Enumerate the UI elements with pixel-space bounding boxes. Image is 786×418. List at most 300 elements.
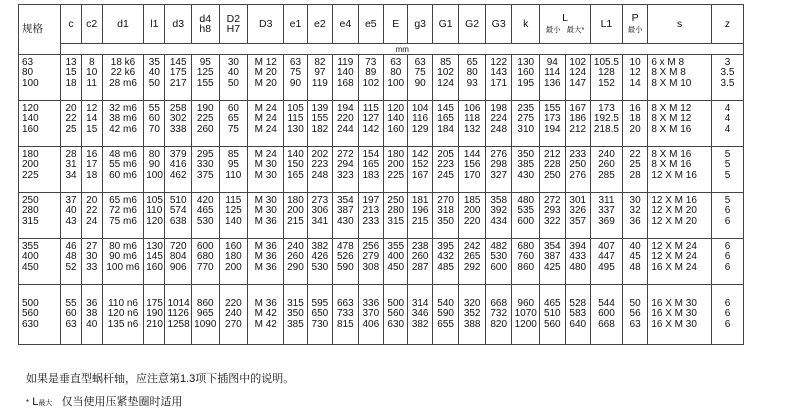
cell-value: 30 (629, 195, 641, 206)
cell-Lmax (565, 101, 590, 147)
cell-G3 (485, 55, 512, 101)
cell-value: 447 (598, 251, 615, 263)
cell-value: 35 (148, 57, 160, 68)
cell-value: 4 (724, 123, 731, 135)
cell-Lmin (540, 285, 565, 345)
cell-value: 337 (598, 205, 615, 217)
cell-value: 100 (22, 77, 39, 89)
cell-value: 238 (411, 241, 429, 252)
cell-value: 160 (387, 123, 405, 135)
cell-value: 425 (543, 261, 561, 273)
cell-value: 250 (569, 159, 587, 171)
cell-value: 225 (22, 169, 39, 181)
cell-value: 43 (65, 215, 77, 227)
cell-value: 34 (65, 169, 77, 181)
cell-value: 28 m6 (109, 77, 137, 89)
cell-e2 (307, 147, 332, 193)
cell-value: 50 (148, 77, 160, 89)
cell-d3 (165, 101, 192, 147)
cell-spec (19, 193, 61, 239)
cell-value: 80 (390, 67, 402, 79)
cell-k (512, 239, 540, 285)
footnote-lmax: * L最大 仅当使用压紧垫圈时适用 (26, 396, 183, 408)
cell-e1 (284, 193, 307, 239)
cell-value: 392 (490, 205, 508, 217)
cell-value: 8 X M 16 (651, 123, 692, 135)
cell-value: 52 (65, 261, 77, 273)
cell-value: 240 (598, 149, 615, 160)
cell-value: 160 (517, 67, 535, 79)
cell-value: 128 (598, 67, 615, 79)
cell-value: 213 (362, 205, 380, 217)
cell-g3 (408, 239, 432, 285)
cell-value: 906 (169, 261, 187, 273)
cell-value: M 36 (254, 297, 277, 309)
header-D3: D3 (248, 5, 284, 44)
cell-value: 22 (629, 149, 641, 160)
cell-E (384, 285, 408, 345)
cell-value: 318 (437, 205, 454, 217)
cell-L1 (591, 55, 623, 101)
cell-value: 72 m6 (109, 205, 137, 217)
cell-D2 (219, 285, 248, 345)
cell-value: 432 (437, 251, 454, 263)
cell-value: 130 (287, 123, 304, 135)
cell-value: 385 (287, 318, 304, 330)
cell-value: 12 X M 16 (651, 195, 697, 206)
cell-value: 960 (517, 297, 535, 309)
cell-z (712, 101, 744, 147)
cell-value: M 36 (254, 215, 277, 227)
cell-value: 171 (490, 77, 508, 89)
cell-l1 (144, 193, 165, 239)
cell-c (61, 285, 81, 345)
header-G1: G1 (432, 5, 459, 44)
cell-G3 (485, 285, 512, 345)
cell-k (512, 193, 540, 239)
cell-value: 308 (362, 261, 380, 273)
cell-value: M 30 (254, 169, 277, 181)
cell-value: 530 (196, 215, 214, 227)
cell-value: 20 (86, 195, 98, 206)
cell-value: 110 (146, 205, 163, 217)
cell-value: 36 (86, 297, 98, 309)
cell-value: 12 (629, 67, 641, 79)
cell-value: 6 x M 8 (651, 57, 685, 68)
cell-value: M 20 (254, 77, 277, 89)
cell-value: 387 (543, 251, 561, 263)
cell-value: 260 (411, 251, 429, 263)
cell-e2 (307, 55, 332, 101)
cell-value: 450 (387, 261, 405, 273)
cell-value: 350 (437, 215, 454, 227)
cell-value: 233 (362, 215, 380, 227)
cell-e1 (284, 147, 307, 193)
cell-value: 225 (196, 113, 214, 125)
cell-c2 (81, 101, 102, 147)
cell-c2 (81, 239, 102, 285)
cell-value: 320 (463, 297, 481, 309)
cell-value: 180 (287, 195, 304, 206)
cell-value: 173 (543, 113, 561, 125)
table-row (19, 193, 744, 239)
cell-D3 (248, 285, 284, 345)
cell-value: 60 (65, 308, 77, 320)
cell-value: 820 (490, 318, 508, 330)
dimension-table-container (18, 4, 744, 345)
cell-value: 130 (146, 241, 163, 252)
cell-e2 (307, 193, 332, 239)
cell-value: 168 (337, 77, 354, 89)
cell-value: 346 (411, 308, 429, 320)
cell-value: 165 (287, 169, 304, 181)
cell-value: 80 (22, 67, 34, 79)
cell-value: 186 (569, 113, 587, 125)
cell-value: 379 (169, 149, 187, 160)
cell-e5 (358, 285, 383, 345)
cell-value: 388 (463, 318, 481, 330)
header-L: L 最小 最大* (540, 5, 591, 44)
cell-value: 369 (598, 215, 615, 227)
cell-value: 13 (65, 57, 77, 68)
cell-value: 655 (437, 318, 454, 330)
cell-value: 104 (411, 103, 429, 114)
cell-value: 110 n6 (108, 297, 138, 309)
cell-value: 100 (146, 169, 163, 181)
cell-value: 663 (337, 297, 354, 309)
cell-value: 60 (148, 113, 160, 125)
cell-value: 560 (387, 308, 405, 320)
cell-s (648, 285, 712, 345)
cell-value: 30 (86, 251, 98, 263)
cell-value: 197 (362, 195, 380, 206)
cell-value: 804 (169, 251, 187, 263)
cell-value: M 42 (254, 318, 277, 330)
cell-value: 10 (86, 67, 98, 79)
cell-Lmax (565, 55, 590, 101)
cell-value: 720 (169, 241, 187, 252)
cell-value: 6 (724, 251, 731, 263)
cell-value: 130 (517, 57, 535, 68)
cell-value: 270 (437, 195, 454, 206)
cell-value: M 24 (254, 103, 277, 114)
cell-value: 3.5 (720, 67, 735, 79)
cell-value: 22 (65, 113, 77, 125)
cell-e4 (333, 239, 358, 285)
cell-value: 560 (543, 318, 561, 330)
cell-value: 165 (362, 159, 380, 171)
cell-value: 215 (411, 215, 429, 227)
cell-value: 132 (463, 123, 481, 135)
cell-value: 124 (437, 77, 454, 89)
cell-value: 147 (569, 77, 587, 89)
table-row (19, 147, 744, 193)
cell-value: 80 m6 (109, 241, 137, 252)
cell-value: 248 (490, 123, 508, 135)
cell-value: 426 (311, 251, 329, 263)
cell-value: M 20 (254, 67, 277, 79)
cell-value: 42 m6 (109, 123, 137, 135)
cell-value: 350 (517, 149, 535, 160)
cell-value: 60 (227, 103, 239, 114)
cell-P (622, 193, 647, 239)
cell-value: 3.5 (720, 77, 735, 89)
footnotes (26, 368, 294, 414)
cell-value: 341 (311, 215, 329, 227)
cell-value: 32 m6 (109, 103, 137, 114)
cell-value: 732 (490, 308, 508, 320)
cell-value: 139 (311, 103, 329, 114)
cell-value: 165 (437, 113, 454, 125)
header-L1: L1 (591, 5, 623, 44)
cell-value: 6 (724, 261, 731, 273)
cell-value: 526 (337, 251, 354, 263)
cell-value: 80 (466, 67, 478, 79)
header-l1: l1 (144, 5, 165, 44)
cell-d4 (191, 55, 219, 101)
cell-value: 25 (65, 123, 77, 135)
cell-value: 276 (569, 169, 587, 181)
cell-value: M 24 (254, 113, 277, 125)
cell-g3 (408, 101, 432, 147)
cell-value: 135 n6 (107, 318, 139, 330)
cell-value: 140 (22, 113, 39, 125)
cell-value: 280 (22, 205, 39, 217)
cell-D2 (219, 147, 248, 193)
cell-value: 120 (146, 215, 163, 227)
header-spec: 规格 (19, 5, 61, 55)
cell-value: 80 (148, 149, 160, 160)
cell-d3 (165, 239, 192, 285)
cell-value: 8 (88, 57, 95, 68)
cell-Lmin (540, 55, 565, 101)
cell-value: 357 (569, 215, 587, 227)
cell-value: 215 (287, 215, 304, 227)
cell-value: 150 (287, 159, 304, 171)
cell-value: M 36 (254, 241, 277, 252)
cell-value: M 24 (254, 123, 277, 135)
cell-value: 46 (65, 241, 77, 252)
cell-s (648, 101, 712, 147)
header-c2: c2 (81, 5, 102, 44)
cell-value: 544 (598, 297, 615, 309)
cell-value: 276 (490, 149, 508, 160)
cell-value: 5 (724, 195, 731, 206)
cell-value: 55 (65, 297, 77, 309)
cell-value: 155 (196, 77, 214, 89)
cell-value: 73 (365, 57, 377, 68)
cell-e4 (333, 101, 358, 147)
cell-value: 63 (390, 57, 402, 68)
cell-value: 482 (490, 241, 508, 252)
cell-value: 114 (544, 67, 561, 79)
cell-value: 75 (289, 67, 302, 79)
cell-value: 196 (411, 205, 429, 217)
header-P: P 最小 (622, 5, 647, 44)
cell-value: 323 (337, 169, 354, 181)
cell-value: 55 m6 (109, 159, 137, 171)
cell-d3 (165, 285, 192, 345)
cell-D3 (248, 147, 284, 193)
cell-value: 182 (311, 123, 329, 135)
cell-value: 16 (86, 149, 98, 160)
cell-value: 295 (196, 149, 214, 160)
table-row (19, 55, 744, 101)
cell-value: 770 (196, 261, 214, 273)
table-row (19, 285, 744, 345)
cell-value: 140 (337, 67, 354, 79)
cell-value: 212 (569, 123, 587, 135)
cell-k (512, 147, 540, 193)
cell-value: 382 (311, 241, 329, 252)
cell-value: 140 (287, 149, 304, 160)
cell-e5 (358, 55, 383, 101)
cell-c (61, 193, 81, 239)
cell-value: 173 (598, 103, 615, 114)
cell-g3 (408, 55, 432, 101)
header-z: z (712, 5, 744, 44)
cell-value: 240 (225, 308, 242, 320)
cell-value: 65 (227, 113, 239, 125)
cell-value: 63 (289, 57, 302, 68)
cell-d4 (191, 285, 219, 345)
cell-value: 225 (387, 169, 405, 181)
cell-value: 65 (466, 57, 478, 68)
cell-value: 210 (146, 318, 163, 330)
cell-value: 200 (463, 205, 481, 217)
cell-value: 38 m6 (109, 113, 137, 125)
cell-g3 (408, 285, 432, 345)
cell-value: 129 (411, 123, 429, 135)
cell-value: 280 (387, 205, 405, 217)
cell-d1 (102, 239, 143, 285)
cell-d1 (102, 147, 143, 193)
unit-row (19, 44, 744, 55)
cell-value: 355 (22, 241, 39, 252)
cell-value: 6 (724, 205, 731, 217)
cell-value: 260 (196, 123, 214, 135)
cell-c2 (81, 285, 102, 345)
header-d3: d3 (165, 5, 192, 44)
cell-value: 485 (437, 261, 454, 273)
cell-spec (19, 285, 61, 345)
cell-k (512, 101, 540, 147)
cell-value: 118 (464, 113, 481, 125)
cell-value: 17 (86, 159, 98, 171)
cell-value: 180 (22, 149, 39, 160)
cell-value: 244 (337, 123, 354, 135)
cell-value: 860 (517, 261, 535, 273)
cell-value: 640 (569, 318, 587, 330)
cell-Lmax (565, 239, 590, 285)
cell-value: 110 (225, 169, 242, 181)
cell-value: 326 (569, 205, 587, 217)
cell-value: 90 (289, 77, 302, 89)
cell-value: 223 (437, 159, 454, 171)
cell-value: 420 (196, 195, 214, 206)
cell-G1 (432, 239, 459, 285)
cell-s (648, 193, 712, 239)
cell-value: 245 (437, 169, 454, 181)
cell-value: 6 (724, 297, 731, 309)
cell-value: 272 (337, 149, 354, 160)
cell-value: 574 (169, 205, 187, 217)
cell-value: 37 (65, 195, 77, 206)
cell-value: 194 (543, 123, 561, 135)
cell-value: 14 (629, 77, 641, 89)
cell-c (61, 239, 81, 285)
header-e5: e5 (358, 5, 383, 44)
cell-value: 16 X M 24 (651, 261, 697, 273)
cell-value: 630 (22, 318, 39, 330)
cell-spec (19, 147, 61, 193)
cell-value: 287 (411, 261, 429, 273)
cell-L1 (591, 193, 623, 239)
cell-value: 28 (629, 169, 641, 181)
cell-value: 140 (225, 215, 242, 227)
cell-value: 15 (65, 67, 77, 79)
header-g3: g3 (408, 5, 432, 44)
cell-value: 480 (569, 261, 587, 273)
cell-l1 (144, 55, 165, 101)
cell-value: 400 (387, 251, 405, 263)
cell-value: 115 (287, 113, 304, 125)
cell-L1 (591, 101, 623, 147)
cell-value: 434 (490, 215, 508, 227)
cell-value: 668 (598, 318, 615, 330)
cell-value: 12 X M 24 (651, 241, 697, 252)
cell-E (384, 147, 408, 193)
cell-value: 36 (629, 215, 641, 227)
cell-value: 3 (724, 57, 731, 68)
header-d1: d1 (102, 5, 143, 44)
cell-value: 63 (65, 318, 77, 330)
cell-value: 63 (629, 318, 641, 330)
cell-G3 (485, 193, 512, 239)
cell-value: 185 (463, 195, 481, 206)
cell-G3 (485, 239, 512, 285)
cell-value: 480 (517, 195, 535, 206)
cell-value: 4 (724, 103, 731, 114)
cell-value: 190 (196, 103, 214, 114)
cell-value: 1070 (514, 308, 537, 320)
cell-e5 (358, 193, 383, 239)
cell-value: 354 (543, 241, 561, 252)
cell-c (61, 147, 81, 193)
cell-value: 25 (629, 159, 641, 171)
cell-value: 184 (437, 123, 454, 135)
cell-value: 90 m6 (109, 251, 137, 263)
cell-G1 (432, 101, 459, 147)
cell-value: 5 (724, 159, 731, 171)
header-e2: e2 (307, 5, 332, 44)
cell-value: 190 (146, 308, 163, 320)
cell-value: 218.5 (593, 123, 619, 135)
cell-G2 (459, 285, 486, 345)
cell-k (512, 285, 540, 345)
cell-value: 48 (629, 261, 641, 273)
cell-value: 815 (337, 318, 354, 330)
cell-value: 12 X M 20 (651, 205, 697, 217)
cell-value: 5 (724, 169, 731, 181)
cell-value: 590 (337, 261, 354, 273)
cell-d4 (191, 193, 219, 239)
cell-value: 16 X M 30 (651, 308, 697, 320)
cell-value: 102 (437, 67, 454, 79)
cell-value: 395 (437, 241, 454, 252)
cell-s (648, 55, 712, 101)
cell-value: 125 (196, 67, 214, 79)
